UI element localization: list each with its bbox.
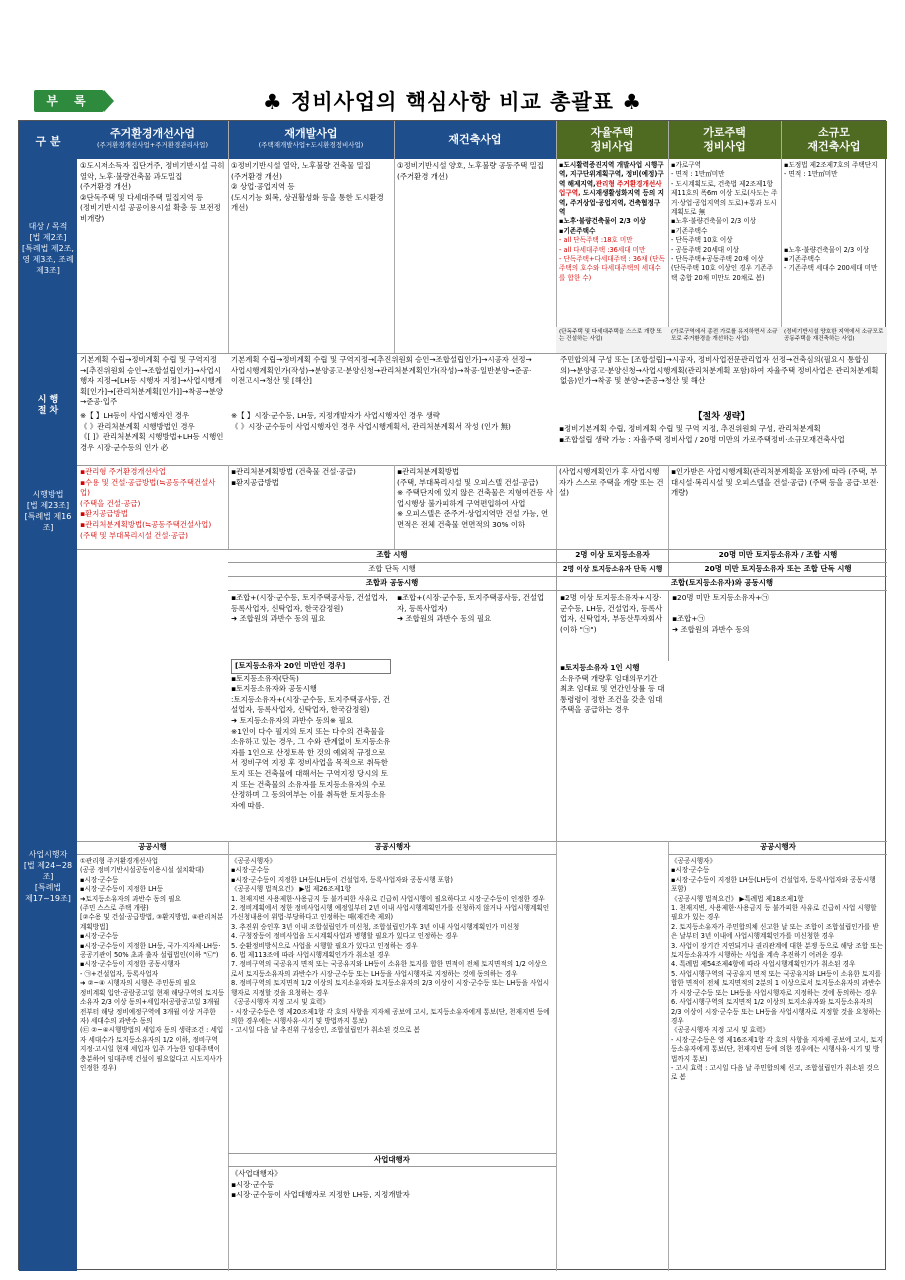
header-gubun: 구 분: [19, 121, 77, 159]
target-col-5-note: (가로구역에서 종전 가로를 유지하면서 소규모로 주거환경을 개선하는 사업): [668, 327, 781, 353]
method-col-2: ▪관리처분계획방법 (건축물 건설·공급) ▪환지공급방법: [231, 467, 356, 487]
page-title: ♣ 정비사업의 핵심사항 비교 총괄표 ♣: [262, 90, 643, 114]
target-col-5: ▪가로구역 - 면적 : 1만㎡미만 - 도시계획도로, 건축법 제2조제1항제11호의 폭6m 이상 도로(사도는 주거·상업·공업지역의 도로)+통과 도시계획도로 無 ▪노후·불량건축물이 2/3 이상 ▪기존주택수 - 단독주택 10호 이상 - 공동주택 20세대 이상 - 단독주택+공동주택 20채 이상 (단독주택 10호 이상인 경우 기존주택 총합 20채 미만도 20채로 봄): [671, 161, 778, 282]
op-union-single: 조합 단독 시행: [228, 563, 556, 577]
target-col-3: ①정비기반시설 양호, 노후불량 공동주택 밀집 (주거환경 개선): [397, 161, 544, 181]
op-public-col-23: 《공공시행자》 ▪시장·군수등 ▪시장·군수등이 지정한 LH등(LH등이 건설업자, 등록사업자와 공동시행 포함) 《공공시행 법적요건》 ▶법 제26조제1항 1. 천재지변 사용제한·사용금지 등 불가피한 사유로 긴급히 사업시행이 필요하다고 시장·군수등이 인정한 경우 2. 정비계획에서 정한 정비사업시행 예정일부터 2년 이내 사업시행계획인가를 신청하지 않거나 사업시행계획인가신청내용이 위법·부당하다고 인정하는 때(재건축 제외) 3. 추진위 승인후 3년 이내 조합설립인가 미신청, 조합설립인가후 3년 이내 사업시행계획인가 미신청 4. 구청장등이 정비사업을 도시계획사업과 병행할 필요가 있다고 인정하는 경우 5. 순환정비방식으로 사업을 시행할 필요가 있다고 인정하는 경우 6. 법 제113조에 따라 사업시행계획인가가 취소된 경우 7. 정비구역의 국공유지 면적 또는 국공유지와 LH등이 소유한 토지를 합한 면적이 전체 토지면적의 1/2 이상으로서 토지등소유자의 과반수가 시장·군수등 또는 LH등을 사업시행자로 지정하는 것에 동의하는 경우 8. 정비구역의 토지면적 1/2 이상의 토지소유자와 토지등소유자의 2/3 이상이 시장·군수등 또는 LH등을 사업시행자로 지정할 것을 요청하는 경우 《공공시행자 지정 고시 및 효력》 - 시장·군수등은 영 제20조제1항 각 호의 사항을 지자체 공보에 고시, 토지등소유자에게 통보(단, 천재지변 등에 의한 경우에는 시행사유·시기 및 방법까지 통보) - 고시일 다음 날 추진위 구성승인, 조합설립인가 취소된 것으로 봄: [231, 857, 550, 1035]
method-col-56: ▪인가받은 사업시행계획(관리처분계획을 포함)에 따라 (주택, 부대시설·복리시설 및 오피스텔을 건설·공급) (주택 등을 공급·보전·개량): [671, 467, 879, 498]
op-one-owner: ▪토지등소유자 1인 시행 소유주택 개량후 임대의무기간 최초 임대료 및 연간인상률 등 대통령령이 정한 조건을 갖춘 임대주택을 공급하는 경우: [556, 661, 668, 841]
op-public-head-2: 공공시행자: [228, 841, 556, 855]
target-col-2: ①정비기반시설 열악, 노후불량 건축물 밀집 (주거환경 개선) ② 상업·공업지역 등 (도시기능 회복, 상권활성화 등을 통한 도시환경 개선): [231, 161, 384, 213]
op-20-joint: 조합(토지등소유자)와 공동시행: [556, 577, 887, 591]
header-col-3: 재건축사업: [394, 121, 556, 159]
appendix-badge: 부 록: [34, 90, 104, 112]
op-joint-col-4: ▪2명 이상 토지등소유자+시장·군수등, LH등, 건설업자, 등록사업자, 신탁업자, 부동산투자회사(이하 "㉠"): [556, 591, 668, 661]
op-union-head: 조합 시행: [228, 549, 556, 563]
op-agent: 《사업대행자》 ▪시장·군수등 ▪시장·군수등이 사업대행자로 지정한 LH등, 지정개발자: [231, 1169, 410, 1200]
method-col-4: (사업시행계획인가 후 사업시행자가 스스로 주택을 개량 또는 건설): [559, 467, 664, 498]
proc-note-1: ※【 】LH등이 사업시행자인 경우 《 》관리처분계획 시행방법인 경우 《[ ]》관리처분계획 시행방법+LH등 시행인 경우 시장·군수등의 인가 必: [80, 411, 224, 452]
op-under20: [토지등소유자 20인 미만인 경우] ▪토지등소유자(단독) ▪토지등소유자와 공동시행 :토지등소유자+(시장·군수등, 토지주택공사등, 건설업자, 등록사업자, 신탁업자, 한국감정원) ➜ 토지등소유자의 과반수 동의※ 필요 ※1인이 다수 필지의 토지 또는 다수의 건축물을 소유하고 있는 경우, 그 수와 관계없이 토지등소유자를 1인으로 산정토록 한 것의 예외적 규정으로서 정비구역 지정 후 정비사업을 목적으로 취득한 토지 또는 건축물에 대해서는 구역지정 당시의 토지 또는 건축물의 소유자를 토지등소유자의 수로 산정하며 그 동의여부는 이를 취득한 토지등소유자에 따름.: [231, 661, 391, 810]
op-union-joint: 조합과 공동시행: [228, 577, 556, 591]
target-col-6-note: (정비기반시설 양호한 지역에서 소규모로 공동주택을 재건축하는 사업): [781, 327, 887, 353]
op-2plus-single: 2명 이상 토지등소유자 단독 시행: [556, 563, 668, 577]
header-col-1: 주거환경개선사업 (주거환경개선사업+주거환경관리사업): [77, 121, 228, 159]
op-public-head-1: 공공시행: [77, 841, 228, 855]
op-joint-col-56: ▪20명 미만 토지등소유자+㉠ ▪조합+㉠ ➜ 조합원의 과반수 동의: [668, 591, 887, 661]
op-public-col-56: 《공공시행자》 ▪시장·군수등 ▪시장·군수등이 지정한 LH등(LH등이 건설업자, 등록사업자와 공동시행 포함) 《공공시행 법적요건》 ▶특례법 제18조제1항 1. 천재지변, 사용제한·사용금지 등 불가피한 사유로 긴급히 사업 시행할 필요가 있는 경우 2. 토지등소유자가 주민합의체 신고한 날 또는 조합이 조합설립인가를 받은 날부터 3년 이내에 사업시행계획인가를 미신청한 경우 3. 사업이 장기간 지연되거나 권리관계에 대한 분쟁 등으로 해당 조합 또는 토지등소유자가 시행하는 사업을 계속 추진하기 어려운 경우 4. 특례법 제54조제4항에 따라 사업시행계획인가가 취소된 경우 5. 사업시행구역의 국공유지 면적 또는 국공유지와 LH등이 소유한 토지를 합한 면적이 전체 토지면적의 2분의 1 이상으로서 토지등소유자의 과반수가 시장·군수등 또는 LH등을 사업시행자로 지정하는 것에 동의하는 경우 6. 사업시행구역의 토지면적 1/2 이상의 토지소유자와 토지등소유자의 2/3 이상이 시장·군수등 또는 LH등을 사업시행자로 지정할 것을 요청하는 경우 《공공시행자 지정 고시 및 효력》 - 시장·군수등은 영 제16조제1항 각 호의 사항을 지자체 공보에 고시, 토지등소유자에게 통보(단, 천재지변 등에 의한 경우에는 시행사유·시기 및 방법까지 통보) - 고시 효력 : 고시일 다음 날 주민합의체 신고, 조합설립인가 취소된 것으로 봄: [671, 857, 884, 1082]
target-col-4-note: (단독주택 및 다세대주택을 스스로 개량 또는 건설하는 사업): [556, 327, 668, 353]
proc-note-3: 【절차 생략】 ▪정비기본계획 수립, 정비계획 수립 및 구역 지정, 추진위원회 구성, 관리처분계획 ▪조합설립 생략 가능 : 자율주택 정비사업 / 20명 미만의 가로주택정비·소규모재건축사업: [559, 412, 845, 444]
header-col-4: 자율주택 정비사업: [556, 121, 668, 159]
target-col-4: ▪도시활력증진지역 개발사업 시행구역, 지구단위계획구역, 정비(예정)구역 해제지역,관리형 주거환경개선사업구역, 도시재생활성화지역 등의 지역, 주거상업·공업지역, 건축협정구역 ▪노후·불량건축물이 2/3 이상 ▪기존주택수 - all 단독주택 :18호 미만 - all 다세대주택 :36세대 미만 - 단독주택+다세대주택 : 36채 (단독주택의 호수와 다세대주택의 세대수를 합한 수): [559, 161, 665, 282]
op-public-col-1: ①관리형 주거환경개선사업 (공공 정비기반시설공동이용시설 설치확대) ▪시장·군수등 ▪시장·군수등이 지정한 LH등 ➜토지등소유자의 과반수 동의 필요 (주민 스스로 주택 개량) [②수용 및 건설·공급방법, ③환지방법, ④관리처분계획방법] ▪시장·군수등 ▪시장·군수등이 지정한 LH등, 국가·지자체·LH등·공공기관이 50% 초과 출자 설립법인(이하 "㉡") ▪시장·군수등이 지정한 공동시행자 - ㉠+건설업자, 등록사업자 ➜ ②~④ 시행자의 시행은 주민동의 필요 정비계획 입안·공람공고일 현재 해당구역의 토지등소유자 2/3 이상 동의+세입자(공람공고일 3개월 전부터 해당 정비예정구역에 3개월 이상 거주한 자) 세대수의 과반수 동의 (㉢ ②~④시행방법의 세입자 동의 생략조건 : 세입자 세대수가 토지등소유자의 1/2 이하, 정비구역 지정·고시일 현재 세입자 입주 가능한 임대주택이 충분하여 임대주택 건설이 필요없다고 시도지사가 인정한 경우): [80, 857, 225, 1072]
op-joint-col-2: ▪조합+(시장·군수등, 토지주택공사등, 건설업자, 등록사업자, 신탁업자, 한국감정원) ➜ 조합원의 과반수 동의 필요: [231, 593, 388, 624]
op-agent-head: 사업대행자: [228, 1153, 556, 1167]
row-head-method: 시행방법 [법 제23조] [특례법 제16조]: [19, 465, 77, 549]
method-col-3: ▪관리처분계획방법 (주택, 부대복리시설 및 오피스텔 건설·공급) ※ 주택단지에 있지 않은 건축물은 지형여건등 사업시행상 불가피하게 구역편입하여 사업 ※ 오피스텔은 준주거·상업지역만 건설 가능, 연면적은 전체 건축물 연면적의 30% 이하: [397, 467, 553, 529]
header-col-2: 재개발사업 (주택재개발사업+도시환경정비사업): [228, 121, 394, 159]
row-head-proc: 시 행 절 차: [19, 353, 77, 465]
header-col-6: 소규모 재건축사업: [781, 121, 887, 159]
op-public-head-3: 공공시행자: [668, 841, 887, 855]
op-20-single: 20명 미만 토지등소유자 또는 조합 단독 시행: [668, 563, 887, 577]
op-joint-col-3: ▪조합+(시장·군수등, 토지주택공사등, 건설업자, 등록사업자) ➜ 조합원의 과반수 동의 필요: [397, 593, 545, 624]
method-col-1: ▪관리형 주거환경개선사업 ▪수용 및 건설·공급방법(≒공동주택건설사업) (주택을 건설·공급) ▪환지공급방법 ▪관리처분계획방법(≒공동주택건설사업) (주택 및 부대복리시설 건설·공급): [80, 467, 216, 540]
header-col-5: 가로주택 정비사업: [668, 121, 781, 159]
op-20-head: 20명 미만 토지등소유자 / 조합 시행: [668, 549, 887, 563]
target-col-1: ①도시저소득자 집단거주, 정비기반시설 극히 열악, 노후·불량건축물 과도밀집 (주거환경 개선) ②단독주택 및 다세대주택 밀집지역 등 (정비기반시설 공공이용시설 확충 등 보전정비개량): [80, 161, 225, 223]
proc-note-2: ※【 】시장·군수등, LH등, 지정개발자가 사업시행자인 경우 생략 《 》시장·군수등이 사업시행자인 경우 사업시행계획서, 관리처분계획서 작성 (인가 無): [231, 411, 511, 431]
comparison-table: [18, 120, 886, 1270]
proc-flow: 기본계획 수립→정비계획 수립 및 구역지정→[추진위원회 승인→조합설립인가]→사업시행자 지정→[LH등 시행자 지정]→사업시행계획[인가]→[관리처분계획[인가]]→착공→분양→준공·입주 기본계획 수립→정비계획 수립 및 구역지정→[추진위원회 승인→조합설립인가]→시공자 선정→사업시행계획인가(작성)→분양공고·분양신청→관리처분계획인가(작성)→착공·일반분양→준공·이전고시→청산 및 [해산] 주민합의체 구성 또는 [조합설립]→시공자, 정비사업전문관리업자 선정→건축심의(필요시 통합심의)→분양공고·분양신청→사업시행계획(관리처분계획 포함)하여 자율주택 정비사업은 관리처분계획 없음)인가→착공 및 분양→준공→청산 및 해산: [80, 355, 879, 407]
row-head-operator: 사업시행자 [법 제24~28조] [특례법 제17~19조]: [19, 549, 77, 1271]
op-2plus-head: 2명 이상 토지등소유자: [556, 549, 668, 563]
target-col-6: ▪도정법 제2조제7호의 주택단지 - 면적 : 1만㎡미만 ▪노후·불량건축물이 2/3 이상 ▪기존주택수 - 기존주택 세대수 200세대 미만: [784, 161, 878, 273]
row-head-target: 대상 / 목적 [법 제2조] [특례법 제2조, 영 제3조, 조례 제3조]: [19, 159, 77, 353]
